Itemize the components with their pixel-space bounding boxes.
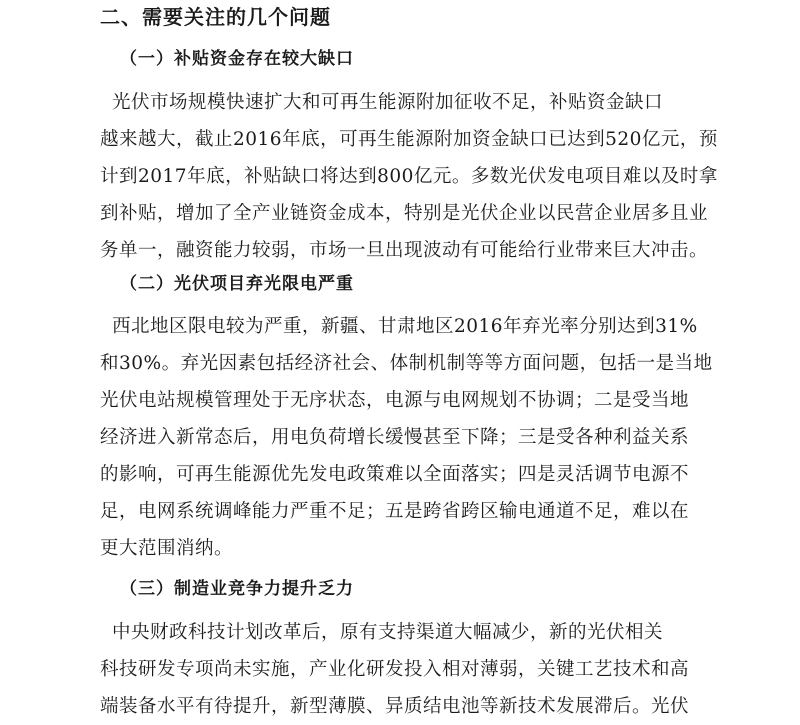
paragraph-line: 光伏电站规模管理处于无序状态，电源与电网规划不协调；二是受当地 [100,390,690,411]
paragraph-line: 和30%。弃光因素包括经济社会、体制机制等等方面问题，包括一是当地 [100,353,713,374]
paragraph-line: 科技研发专项尚未实施，产业化研发投入相对薄弱，关键工艺技术和高 [100,659,690,680]
paragraph-line: 越来越大，截止2016年底，可再生能源附加资金缺口已达到520亿元，预 [100,129,718,150]
paragraph-line: 中央财政科技计划改革后，原有支持渠道大幅减少，新的光伏相关 [112,622,664,643]
paragraph-line: 务单一，融资能力较弱，市场一旦出现波动有可能给行业带来巨大冲击。 [100,240,709,261]
paragraph-line: 到补贴，增加了全产业链资金成本，特别是光伏企业以民营企业居多且业 [100,203,709,224]
paragraph-line: 西北地区限电较为严重，新疆、甘肃地区2016年弃光率分别达到31% [112,316,698,337]
paragraph-line: 更大范围消纳。 [100,538,234,559]
paragraph-3 [100,614,720,725]
subsection-heading-3: （三）制造业竞争力提升乏力 [120,579,354,599]
subsection-heading-1: （一）补贴资金存在较大缺口 [120,49,354,69]
paragraph-line: 足，电网系统调峰能力严重不足；五是跨省跨区输电通道不足，难以在 [100,501,690,522]
subsection-heading-2: （二）光伏项目弃光限电严重 [120,274,354,294]
paragraph-2 [100,308,720,567]
paragraph-line: 计到2017年底，补贴缺口将达到800亿元。多数光伏发电项目难以及时拿 [100,166,718,187]
paragraph-line: 光伏市场规模快速扩大和可再生能源附加征收不足，补贴资金缺口 [112,92,664,113]
paragraph-line: 的影响，可再生能源优先发电政策难以全面落实；四是灵活调节电源不 [100,464,690,485]
paragraph-line: 端装备水平有待提升，新型薄膜、异质结电池等新技术发展滞后。光伏 [100,696,690,717]
section-title: 二、需要关注的几个问题 [100,5,331,29]
paragraph-line: 经济进入新常态后，用电负荷增长缓慢甚至下降；三是受各种利益关系 [100,427,690,448]
paragraph-1 [100,84,720,269]
